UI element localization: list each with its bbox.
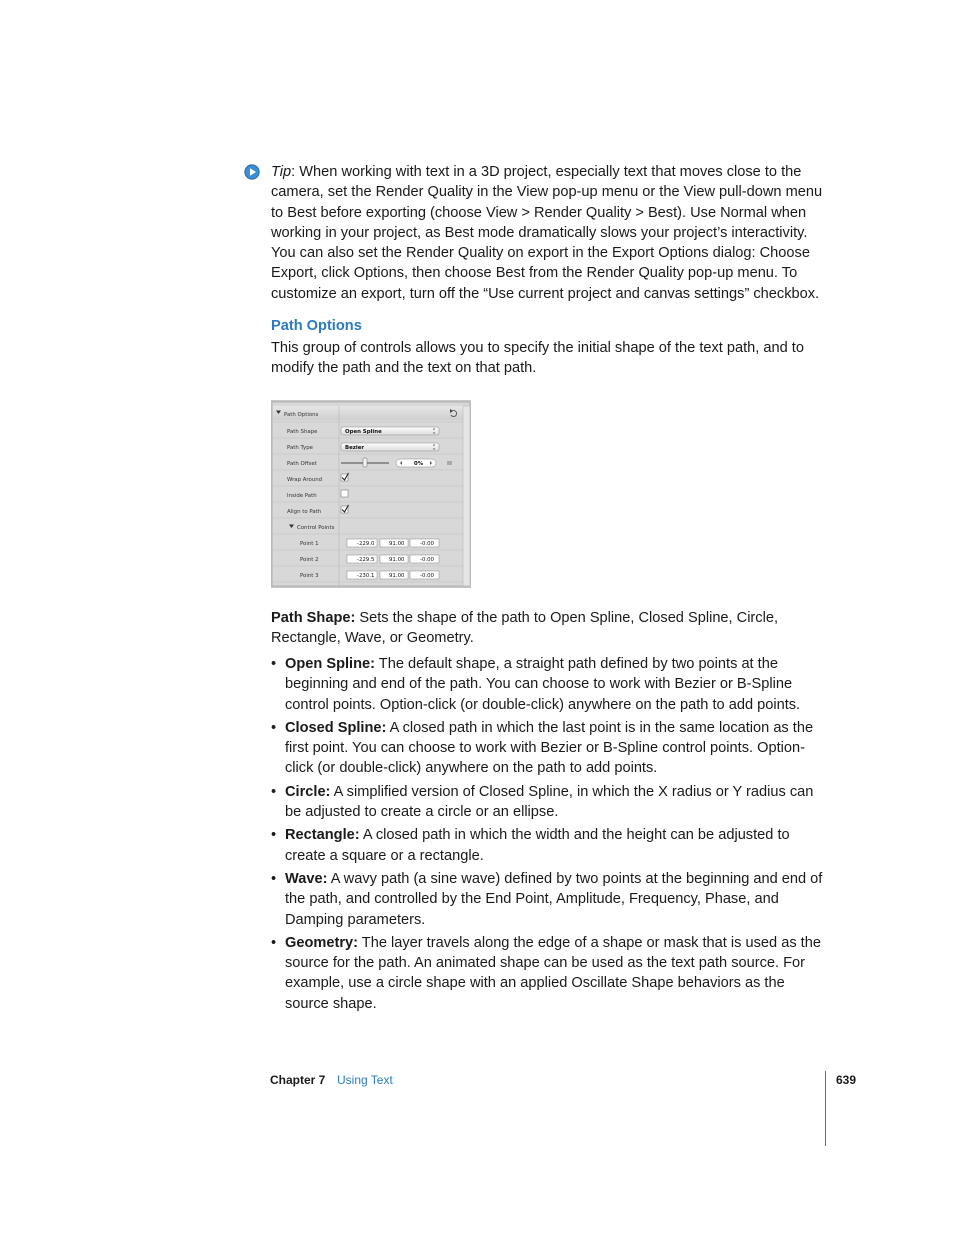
path-type-label: Path Type (287, 445, 313, 451)
inspector-group-title: Path Options (284, 412, 319, 418)
point-3-y: 91.00 (389, 573, 405, 580)
inspector-scrollbar[interactable] (463, 406, 470, 586)
bullet-marker: • (271, 934, 277, 951)
list-item-term: Circle: (285, 783, 331, 800)
point-1-label: Point 1 (300, 541, 319, 547)
point-3-label: Point 3 (300, 573, 319, 579)
list-item-wave (271, 869, 827, 930)
inside-path-label: Inside Path (287, 493, 317, 499)
list-item-term: Wave: (285, 870, 328, 887)
path-shape-label: Path Shape (287, 429, 318, 435)
point-2-label: Point 2 (300, 557, 319, 563)
section-body: This group of controls allows you to specify the initial shape of the text path, and to modify the path and the text on that path. (271, 340, 804, 377)
point-2-x: -229.5 (357, 557, 375, 564)
page-number: 639 (836, 1073, 857, 1087)
list-item-closed-spline (271, 718, 827, 779)
bullet-marker: • (271, 656, 277, 672)
list-item-text: A closed path in which the last point is in the same location as the first point. You can choose to work with Bezier or B-Spline control points. Option-click (or double-click) anywhere on the path to add points. (285, 719, 814, 777)
list-item-text: A closed path in which the width and the height can be adjusted to create a square or a rectangle. (285, 827, 790, 864)
footer-divider (825, 1071, 826, 1146)
inside-path-checkbox[interactable] (341, 490, 348, 497)
footer-chapter-title[interactable]: Using Text (337, 1073, 393, 1087)
tip-paragraph (271, 162, 831, 304)
path-shape-term: Path Shape: (271, 610, 356, 626)
wrap-around-label: Wrap Around (287, 477, 323, 483)
path-offset-label: Path Offset (287, 461, 317, 467)
control-points-label: Control Points (297, 525, 335, 531)
path-shape-text: Sets the shape of the path to Open Spline, Closed Spline, Circle, Rectangle, Wave, or Geometry. (271, 610, 779, 647)
point-3-z: -0.00 (420, 573, 434, 580)
point-2-z: -0.00 (420, 557, 434, 564)
list-item-term: Geometry: (285, 934, 358, 951)
list-item-text: A simplified version of Closed Spline, in which the X radius or Y radius can be adjusted to create a circle or an ellipse. (285, 783, 814, 821)
tip-label: Tip (271, 164, 292, 180)
bullet-marker: • (271, 719, 277, 736)
section-heading: Path Options (271, 318, 362, 334)
bullet-marker: • (271, 827, 277, 844)
footer-chapter: Chapter 7 (270, 1073, 326, 1087)
path-type-value: Bezier (345, 445, 365, 452)
path-shape-value: Open Spline (345, 429, 382, 436)
point-1-z: -0.00 (420, 541, 434, 548)
point-3-x: -230.1 (357, 573, 375, 580)
list-item-rectangle (271, 825, 827, 866)
list-item-circle (271, 782, 827, 823)
list-item-text: A wavy path (a sine wave) defined by two points at the beginning and end of the path, and controlled by the End Point, Amplitude, Frequency, Phase, and Damping parameters. (285, 870, 823, 928)
path-shape-paragraph (271, 608, 831, 649)
list-item-term: Rectangle: (285, 827, 360, 844)
path-offset-slider-thumb[interactable] (363, 458, 367, 467)
list-item-open-spline (271, 654, 827, 715)
list-item-text: The default shape, a straight path defined by two points at the beginning and end of the path. You can choose to work with Bezier or B-Spline control points. Option-click (or double-click) anywhere on the path to add points. (285, 656, 801, 713)
point-1-y: 91.00 (389, 541, 405, 548)
point-1-x: -229.0 (357, 541, 375, 548)
point-2-y: 91.00 (389, 557, 405, 564)
list-item-text: The layer travels along the edge of a shape or mask that is used as the source for the path. An animated shape can be used as the text path source. For example, use a circle shape with an applied Oscillate Shape behaviors as the source shape. (285, 934, 821, 1012)
tip-arrow-icon (244, 164, 260, 180)
tip-body: : When working with text in a 3D project, especially text that moves close to the camera, set the Render Quality in the View pop-up menu or the View pull-down menu to Best before exporting (choose View > Render Quality > Best). Use Normal when working in your project, as Best mode dramatically slows your project’s interactivity. You can also set the Render Quality on export in the Export Options dialog: Choose Export, click Options, then choose Best from the Render Quality pop-up menu. To customize an export, turn off the “Use current project and canvas settings” checkbox. (271, 164, 823, 302)
list-item-geometry (271, 933, 827, 1014)
path-offset-value: 0% (414, 461, 424, 468)
align-to-path-label: Align to Path (287, 509, 322, 515)
list-item-term: Open Spline: (285, 656, 375, 672)
shape-list (271, 654, 827, 1017)
bullet-marker: • (271, 783, 277, 800)
path-options-figure (271, 400, 471, 588)
list-item-term: Closed Spline: (285, 719, 387, 736)
bullet-marker: • (271, 870, 277, 887)
